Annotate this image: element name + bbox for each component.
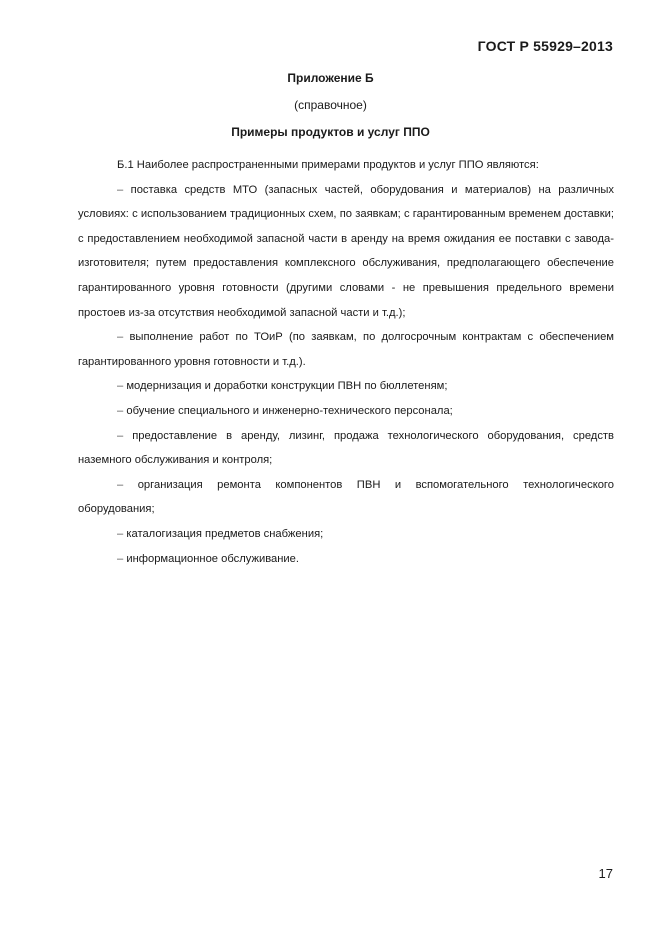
list-item (78, 399, 614, 424)
appendix-title: Приложение Б (287, 71, 374, 85)
list-item-text: поставка средств МТО (запасных частей, оборудования и материалов) на различных условиях: с использованием традиционных схем, по заявкам; с гарантированным временем доставки; с предоставлением необходимой запасной части в аренду на время ожидания ее поставки с завода-изготовителя; путем предоставления комплексного обслуживания, предполагающего обеспечение гарантированного уровня готовности (другими словами - не превышения предельного времени простоев из-за отсутствия необходимой запасной части и т.д.); (78, 183, 615, 319)
dash-marker: – (117, 527, 124, 540)
list-item-text: выполнение работ по ТОиР (по заявкам, по долгосрочным контрактам с обеспечением гарантированного уровня готовности и т.д.). (78, 331, 614, 368)
list-item (78, 424, 614, 473)
appendix-type: (справочное) (294, 98, 367, 112)
list-item (78, 522, 614, 547)
list-item-text: модернизация и доработки конструкции ПВН по бюллетеням; (126, 380, 448, 393)
dash-marker: – (117, 404, 124, 417)
list-item (78, 547, 614, 572)
list-item-text: информационное обслуживание. (126, 552, 299, 565)
dash-marker: – (117, 552, 124, 565)
dash-marker: – (117, 183, 124, 196)
list-item-text: организация ремонта компонентов ПВН и вспомогательного технологического оборудования; (78, 478, 614, 516)
body-text (78, 153, 614, 571)
standard-designation: ГОСТ Р 55929–2013 (477, 38, 613, 54)
dash-marker: – (117, 478, 124, 491)
appendix-heading: Примеры продуктов и услуг ППО (231, 125, 430, 139)
list-item-text: предоставление в аренду, лизинг, продажа технологического оборудования, средств наземного обслуживания и контроля; (78, 429, 614, 467)
dash-marker: – (117, 331, 124, 344)
dash-marker: – (117, 380, 124, 393)
intro-paragraph: Б.1 Наиболее распространенными примерами продуктов и услуг ППО являются: (117, 159, 539, 171)
list-item (78, 178, 614, 326)
list-item (78, 325, 614, 374)
page-number: 17 (598, 866, 613, 881)
list-item-text: обучение специального и инженерно-технического персонала; (126, 404, 453, 417)
list-item (78, 374, 614, 399)
dash-marker: – (117, 429, 124, 442)
list-item (78, 473, 614, 522)
list-item-text: каталогизация предметов снабжения; (126, 527, 324, 540)
